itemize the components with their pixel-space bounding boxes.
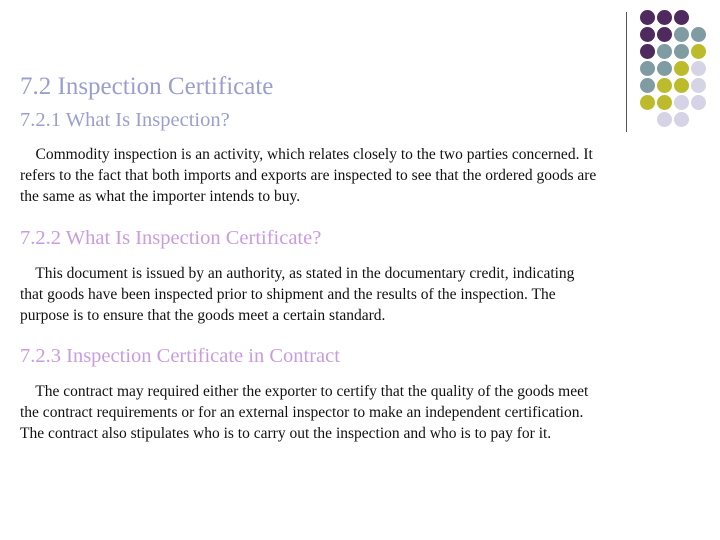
dot [657,27,672,42]
decorative-dot-grid [640,10,706,127]
paragraph-line: purpose is to ensure that the goods meet a certain standard. [20,307,386,324]
dot [640,61,655,76]
paragraph-line: refers to the fact that both imports and exports are inspected to see that the ordered goods are [20,167,597,184]
dot [640,27,655,42]
dot-spacer [691,10,706,25]
paragraph-line: that goods have been inspected prior to shipment and the results of the inspection. The [20,286,556,303]
dot [674,78,689,93]
paragraph-line: The contract may required either the exporter to certify that the quality of the goods meet [20,383,589,400]
dot [674,112,689,127]
section-paragraph [20,381,700,444]
dot [691,27,706,42]
section-heading-certificate-in-contract: 7.2.3 Inspection Certificate in Contract [20,345,340,367]
dot [640,44,655,59]
dot [640,78,655,93]
dot [674,95,689,110]
dot [691,44,706,59]
dot [691,78,706,93]
dot [657,78,672,93]
decorative-divider [626,12,627,132]
dot [657,44,672,59]
dot-spacer [691,112,706,127]
dot [657,95,672,110]
dot [657,112,672,127]
dot [657,10,672,25]
page-title: 7.2 Inspection Certificate [20,73,274,100]
dot [674,44,689,59]
dot [674,27,689,42]
dot [640,95,655,110]
section-paragraph [20,263,700,326]
paragraph-line: the contract requirements or for an external inspector to make an independent certification. [20,404,584,421]
paragraph-line: the same as what the importer intends to buy. [20,188,301,205]
dot [674,10,689,25]
dot-spacer [640,112,655,127]
paragraph-line: The contract also stipulates who is to carry out the inspection and who is to pay for it. [20,425,552,442]
dot [640,10,655,25]
section-heading-what-is-inspection: 7.2.1 What Is Inspection? [20,109,230,131]
dot [691,61,706,76]
section-heading-what-is-certificate: 7.2.2 What Is Inspection Certificate? [20,227,322,249]
paragraph-line: This document is issued by an authority, as stated in the documentary credit, indicating [20,265,575,282]
dot [657,61,672,76]
dot [691,95,706,110]
paragraph-line: Commodity inspection is an activity, which relates closely to the two parties concerned. It [20,146,593,163]
dot [674,61,689,76]
section-paragraph [20,144,700,207]
